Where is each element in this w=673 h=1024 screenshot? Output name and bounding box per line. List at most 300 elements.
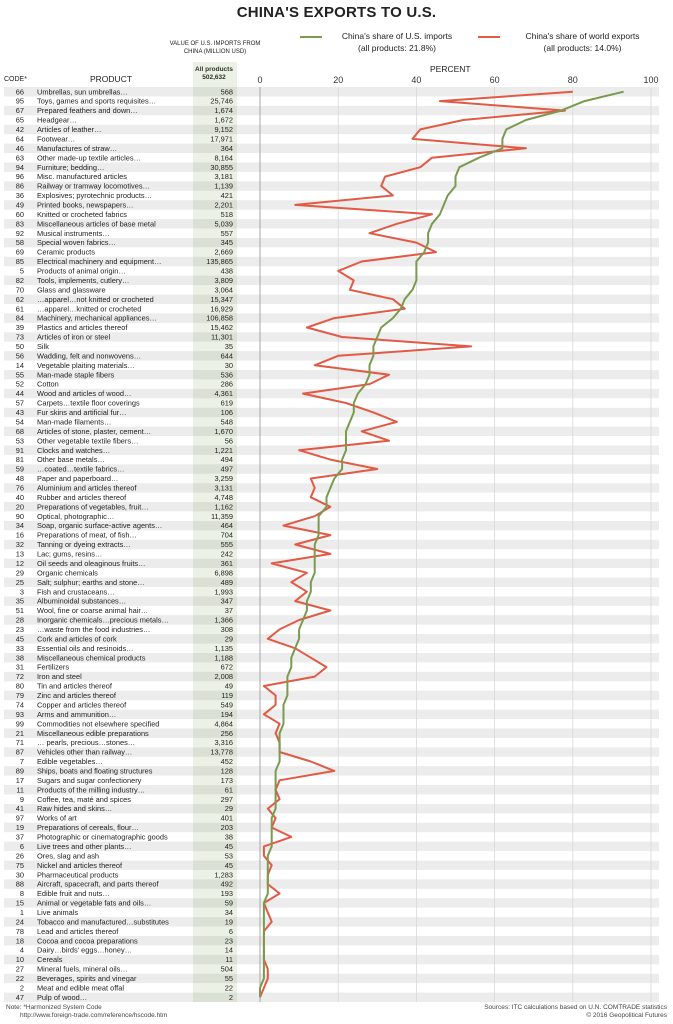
- row-value: 173: [220, 775, 233, 785]
- row-value: 672: [220, 662, 233, 672]
- row-product: Works of art: [37, 813, 77, 823]
- row-product: Man-made filaments…: [37, 417, 112, 427]
- row-value: 2,201: [214, 200, 233, 210]
- row-value: 256: [220, 728, 233, 738]
- row-code: 67: [15, 106, 24, 116]
- row-value: 489: [220, 577, 233, 587]
- row-product: Prepared feathers and down…: [37, 106, 138, 116]
- row-code: 33: [15, 643, 24, 653]
- row-code: 85: [15, 257, 24, 267]
- row-product: Ships, boats and floating structures: [37, 766, 153, 776]
- row-value: 45: [224, 860, 233, 870]
- row-code: 26: [15, 851, 24, 861]
- row-value: 16,929: [210, 304, 233, 314]
- row-value: 25,746: [210, 96, 233, 106]
- row-product: Wadding, felt and nonwovens…: [37, 351, 142, 361]
- row-product: Cotton: [37, 379, 59, 389]
- row-product: Aluminium and articles thereof: [37, 483, 137, 493]
- row-product: Articles of stone, plaster, cement…: [37, 426, 152, 436]
- row-value: 49: [224, 681, 233, 691]
- row-code: 6: [19, 841, 24, 851]
- row-band: [4, 125, 659, 134]
- row-value: 464: [220, 521, 233, 531]
- row-value: 1,221: [214, 445, 233, 455]
- row-code: 80: [15, 681, 24, 691]
- row-value: 1,283: [214, 870, 233, 880]
- row-code: 88: [15, 879, 24, 889]
- row-code: 55: [15, 370, 24, 380]
- row-product: … pearls, precious…stones…: [37, 738, 136, 748]
- row-product: …apparel…not knitted or crocheted: [37, 294, 154, 304]
- row-value: 128: [220, 766, 233, 776]
- copyright-text: © 2016 Geopolitical Futures: [586, 1012, 667, 1019]
- row-value: 19: [224, 917, 233, 927]
- row-product: Meat and edible meat offal: [37, 983, 124, 993]
- row-product: Footwear…: [37, 134, 76, 144]
- row-value: 194: [220, 709, 233, 719]
- legend-world-label: China's share of world exports: [525, 31, 640, 41]
- row-value: 1,674: [214, 106, 233, 116]
- row-product: Rubber and articles thereof: [37, 492, 127, 502]
- row-code: 86: [15, 181, 24, 191]
- legend-world-sub: (all products: 14.0%): [543, 43, 622, 53]
- row-code: 59: [15, 464, 24, 474]
- source-text: Sources: ITC calculations based on U.N. COMTRADE statistics: [484, 1004, 667, 1011]
- row-code: 7: [19, 757, 24, 767]
- row-code: 62: [15, 294, 24, 304]
- row-product: Tobacco and manufactured…substitutes: [37, 917, 169, 927]
- product-column-header: PRODUCT: [90, 74, 133, 84]
- row-code: 81: [15, 455, 24, 465]
- row-product: Explosives; pyrotechnic products…: [37, 191, 153, 201]
- row-value: 6,898: [214, 568, 233, 578]
- row-value: 15,462: [210, 323, 233, 333]
- row-code: 28: [15, 615, 24, 625]
- row-code: 23: [15, 624, 24, 634]
- row-product: Carpets…textile floor coverings: [37, 398, 140, 408]
- row-code: 31: [15, 662, 24, 672]
- row-code: 74: [15, 700, 24, 710]
- row-product: Optical, photographic…: [37, 511, 115, 521]
- row-code: 56: [15, 351, 24, 361]
- row-code: 12: [15, 558, 24, 568]
- row-product: Beverages, spirits and vinegar: [37, 974, 137, 984]
- row-product: Dairy…birds' eggs…honey…: [37, 945, 133, 955]
- row-product: Organic chemicals: [37, 568, 98, 578]
- row-code: 89: [15, 766, 24, 776]
- row-band: [4, 672, 659, 681]
- value-column-header: VALUE OF U.S. IMPORTS FROM CHINA (MILLION USD): [169, 41, 261, 55]
- row-code: 58: [15, 238, 24, 248]
- chart-title: CHINA'S EXPORTS TO U.S.: [236, 4, 437, 21]
- row-code: 9: [19, 794, 24, 804]
- row-product: Fur skins and artificial fur…: [37, 408, 127, 418]
- row-value: 14: [224, 945, 233, 955]
- row-product: Headgear…: [37, 115, 77, 125]
- row-value: 2,008: [214, 672, 233, 682]
- row-code: 30: [15, 870, 24, 880]
- row-product: Essential oils and resinoids…: [37, 643, 134, 653]
- row-value: 11,359: [210, 511, 233, 521]
- row-value: 497: [220, 464, 233, 474]
- row-value: 242: [220, 549, 233, 559]
- row-code: 61: [15, 304, 24, 314]
- row-value: 1,188: [214, 653, 233, 663]
- row-code: 21: [15, 728, 24, 738]
- row-product: Fish and crustaceans…: [37, 587, 115, 597]
- row-code: 42: [15, 125, 24, 135]
- row-product: Silk: [37, 342, 49, 352]
- row-code: 84: [15, 313, 24, 323]
- row-product: Vehicles other than railway…: [37, 747, 133, 757]
- row-value: 11,301: [210, 332, 233, 342]
- row-code: 22: [15, 974, 24, 984]
- row-value: 548: [220, 417, 233, 427]
- row-product: Ores, slag and ash: [37, 851, 100, 861]
- row-product: Soap, organic surface-active agents…: [37, 521, 163, 531]
- row-code: 44: [15, 389, 24, 399]
- row-product: Preparations of meat, of fish…: [37, 530, 137, 540]
- row-product: Lead and articles thereof: [37, 926, 119, 936]
- row-code: 20: [15, 502, 24, 512]
- row-value: 13,778: [210, 747, 233, 757]
- row-product: Animal or vegetable fats and oils…: [37, 898, 152, 908]
- row-value: 494: [220, 455, 233, 465]
- row-value: 644: [220, 351, 233, 361]
- row-code: 91: [15, 445, 24, 455]
- row-code: 14: [15, 360, 24, 370]
- row-product: Live animals: [37, 907, 79, 917]
- row-product: Products of animal origin…: [37, 266, 126, 276]
- row-value: 106: [220, 408, 233, 418]
- row-value: 1,135: [214, 643, 233, 653]
- row-product: Commodities not elsewhere specified: [37, 719, 160, 729]
- row-product: Mineral fuels, mineral oils…: [37, 964, 128, 974]
- row-product: Preparations of cereals, flour…: [37, 823, 139, 833]
- row-value: 549: [220, 700, 233, 710]
- row-value: 504: [220, 964, 233, 974]
- row-value: 345: [220, 238, 233, 248]
- row-value: 297: [220, 794, 233, 804]
- row-code: 82: [15, 275, 24, 285]
- row-code: 43: [15, 408, 24, 418]
- row-product: Fertilizers: [37, 662, 70, 672]
- legend-us-label: China's share of U.S. imports: [341, 31, 453, 41]
- row-product: Nickel and articles thereof: [37, 860, 123, 870]
- row-product: Pharmaceutical products: [37, 870, 119, 880]
- row-code: 5: [19, 266, 24, 276]
- x-axis-label: PERCENT: [430, 64, 471, 74]
- row-value: 56: [224, 436, 233, 446]
- row-product: Musical instruments…: [37, 228, 110, 238]
- row-code: 51: [15, 606, 24, 616]
- row-value: 59: [224, 898, 233, 908]
- row-value: 3,064: [214, 285, 233, 295]
- row-value: 1,162: [214, 502, 233, 512]
- row-band: [4, 955, 659, 964]
- row-value: 61: [224, 785, 233, 795]
- row-code: 19: [15, 823, 24, 833]
- row-code: 64: [15, 134, 24, 144]
- row-code: 73: [15, 332, 24, 342]
- row-code: 50: [15, 342, 24, 352]
- row-code: 3: [19, 587, 24, 597]
- row-product: Glass and glassware: [37, 285, 106, 295]
- row-product: Copper and articles thereof: [37, 700, 127, 710]
- row-code: 90: [15, 511, 24, 521]
- row-value: 452: [220, 757, 233, 767]
- row-code: 99: [15, 719, 24, 729]
- row-value: 37: [224, 606, 233, 616]
- row-value: 55: [224, 974, 233, 984]
- row-code: 27: [15, 964, 24, 974]
- footnote-note: Note: *Harmonized System Code: [6, 1004, 102, 1011]
- row-product: Albuminoidal substances…: [37, 596, 127, 606]
- row-code: 18: [15, 936, 24, 946]
- row-code: 46: [15, 143, 24, 153]
- row-code: 41: [15, 804, 24, 814]
- row-product: Aircraft, spacecraft, and parts thereof: [37, 879, 159, 889]
- row-code: 54: [15, 417, 24, 427]
- row-code: 70: [15, 285, 24, 295]
- row-product: Printed books, newspapers…: [37, 200, 134, 210]
- row-value: 29: [224, 634, 233, 644]
- row-product: Coffee, tea, maté and spices: [37, 794, 131, 804]
- row-value: 3,809: [214, 275, 233, 285]
- row-product: Other vegetable textile fibers…: [37, 436, 139, 446]
- row-value: 308: [220, 624, 233, 634]
- row-code: 71: [15, 738, 24, 748]
- x-tick-label: 100: [643, 75, 659, 85]
- row-value: 401: [220, 813, 233, 823]
- x-tick-label: 0: [257, 75, 263, 85]
- row-value: 4,864: [214, 719, 233, 729]
- all-products-label: All products: [195, 66, 233, 73]
- row-code: 79: [15, 691, 24, 701]
- row-value: 3,316: [214, 738, 233, 748]
- row-product: Manufactures of straw…: [37, 143, 118, 153]
- row-product: Products of the milling industry…: [37, 785, 146, 795]
- row-value: 106,858: [206, 313, 233, 323]
- row-value: 53: [224, 851, 233, 861]
- row-value: 30,855: [210, 162, 233, 172]
- row-value: 2: [228, 992, 233, 1002]
- row-product: Photographic or cinematographic goods: [37, 832, 168, 842]
- row-code: 76: [15, 483, 24, 493]
- row-product: Paper and paperboard…: [37, 474, 119, 484]
- row-value: 1,993: [214, 587, 233, 597]
- row-code: 78: [15, 926, 24, 936]
- row-value: 1,366: [214, 615, 233, 625]
- row-code: 95: [15, 96, 24, 106]
- row-code: 53: [15, 436, 24, 446]
- row-product: Miscellaneous edible preparations: [37, 728, 149, 738]
- row-code: 10: [15, 955, 24, 965]
- row-value: 4,361: [214, 389, 233, 399]
- row-product: Railway or tramway locomotives…: [37, 181, 150, 191]
- row-value: 492: [220, 879, 233, 889]
- row-value: 8,164: [214, 153, 233, 163]
- row-code: 39: [15, 323, 24, 333]
- row-value: 11: [225, 955, 233, 965]
- row-product: Edible fruit and nuts…: [37, 889, 110, 899]
- row-value: 347: [220, 596, 233, 606]
- row-product: Toys, games and sports requisites…: [37, 96, 157, 106]
- row-code: 1: [19, 907, 24, 917]
- x-tick-label: 40: [411, 75, 422, 85]
- row-product: …coated…textile fabrics…: [37, 464, 125, 474]
- row-value: 193: [220, 889, 233, 899]
- row-code: 29: [15, 568, 24, 578]
- row-product: Miscellaneous chemical products: [37, 653, 146, 663]
- row-code: 68: [15, 426, 24, 436]
- row-code: 52: [15, 379, 24, 389]
- row-value: 135,865: [206, 257, 233, 267]
- row-product: Other base metals…: [37, 455, 105, 465]
- row-value: 3,181: [214, 172, 233, 182]
- row-code: 92: [15, 228, 24, 238]
- row-value: 555: [220, 540, 233, 550]
- row-value: 619: [220, 398, 233, 408]
- row-product: Electrical machinery and equipment…: [37, 257, 162, 267]
- row-product: Tanning or dyeing extracts…: [37, 540, 131, 550]
- row-product: Furniture; bedding…: [37, 162, 105, 172]
- row-product: Wood and articles of wood…: [37, 389, 132, 399]
- code-column-header: CODE*: [4, 76, 27, 83]
- row-code: 17: [15, 775, 24, 785]
- row-product: Zinc and articles thereof: [37, 691, 116, 701]
- row-value: 568: [220, 87, 233, 97]
- row-code: 97: [15, 813, 24, 823]
- row-product: Other made-up textile articles…: [37, 153, 141, 163]
- row-product: Ceramic products: [37, 247, 95, 257]
- row-value: 203: [220, 823, 233, 833]
- row-code: 25: [15, 577, 24, 587]
- row-value: 119: [221, 691, 233, 701]
- row-code: 16: [15, 530, 24, 540]
- row-value: 364: [220, 143, 233, 153]
- row-code: 36: [15, 191, 24, 201]
- row-product: Vegetable plaiting materials…: [37, 360, 135, 370]
- row-value: 29: [224, 804, 233, 814]
- row-product: Cereals: [37, 955, 63, 965]
- row-product: Knitted or crocheted fabrics: [37, 209, 127, 219]
- row-value: 2,669: [214, 247, 233, 257]
- row-value: 3,259: [214, 474, 233, 484]
- row-code: 94: [15, 162, 24, 172]
- row-code: 49: [15, 200, 24, 210]
- row-code: 13: [15, 549, 24, 559]
- row-value: 1,139: [214, 181, 233, 191]
- all-products-value: 502,632: [202, 73, 226, 81]
- row-code: 35: [15, 596, 24, 606]
- row-product: Cocoa and cocoa preparations: [37, 936, 138, 946]
- row-product: …waste from the food industries…: [37, 624, 151, 634]
- row-code: 96: [15, 172, 24, 182]
- row-product: Special woven fabrics…: [37, 238, 116, 248]
- row-product: Tools, implements, cutlery…: [37, 275, 130, 285]
- row-code: 57: [15, 398, 24, 408]
- row-value: 17,971: [210, 134, 233, 144]
- row-code: 69: [15, 247, 24, 257]
- row-product: Misc. manufactured articles: [37, 172, 127, 182]
- row-code: 24: [15, 917, 24, 927]
- row-value: 6: [228, 926, 233, 936]
- row-code: 4: [19, 945, 24, 955]
- row-code: 37: [15, 832, 24, 842]
- row-product: Plastics and articles thereof: [37, 323, 128, 333]
- row-code: 66: [15, 87, 24, 97]
- row-code: 60: [15, 209, 24, 219]
- row-value: 22: [224, 983, 233, 993]
- row-value: 421: [220, 191, 233, 201]
- row-product: Umbrellas, sun umbrellas…: [37, 87, 128, 97]
- row-value: 704: [220, 530, 233, 540]
- row-product: Articles of leather…: [37, 125, 102, 135]
- row-value: 45: [224, 841, 233, 851]
- row-value: 361: [220, 558, 233, 568]
- row-value: 286: [220, 379, 233, 389]
- row-product: Cork and articles of cork: [37, 634, 117, 644]
- row-product: Preparations of vegetables, fruit…: [37, 502, 149, 512]
- row-code: 87: [15, 747, 24, 757]
- row-code: 15: [15, 898, 24, 908]
- row-product: Machinery, mechanical appliances…: [37, 313, 157, 323]
- row-product: Articles of iron or steel: [37, 332, 111, 342]
- row-product: Iron and steel: [37, 672, 82, 682]
- row-code: 63: [15, 153, 24, 163]
- row-code: 34: [15, 521, 24, 531]
- row-product: Pulp of wood…: [37, 992, 88, 1002]
- row-code: 72: [15, 672, 24, 682]
- row-product: Miscellaneous articles of base metal: [37, 219, 156, 229]
- row-value: 1,672: [214, 115, 233, 125]
- row-value: 1,670: [214, 426, 233, 436]
- row-value: 3,131: [214, 483, 233, 493]
- row-code: 93: [15, 709, 24, 719]
- x-tick-label: 20: [333, 75, 344, 85]
- row-value: 23: [224, 936, 233, 946]
- legend-us-sub: (all products: 21.8%): [358, 43, 436, 53]
- row-value: 9,152: [214, 125, 233, 135]
- row-product: …apparel…knitted or crocheted: [37, 304, 142, 314]
- row-product: Salt; sulphur; earths and stone…: [37, 577, 145, 587]
- row-product: Tin and articles thereof: [37, 681, 112, 691]
- row-value: 15,347: [210, 294, 233, 304]
- row-code: 45: [15, 634, 24, 644]
- footnote-url: http://www.foreign-trade.com/reference/hscode.htm: [20, 1012, 168, 1019]
- row-value: 438: [220, 266, 233, 276]
- row-value: 35: [224, 342, 233, 352]
- row-code: 11: [16, 785, 24, 795]
- row-value: 38: [224, 832, 233, 842]
- row-code: 65: [15, 115, 24, 125]
- row-value: 536: [220, 370, 233, 380]
- row-code: 47: [15, 992, 24, 1002]
- row-product: Inorganic chemicals…precious metals…: [37, 615, 169, 625]
- row-product: Lac; gums, resins…: [37, 549, 103, 559]
- x-tick-label: 80: [567, 75, 578, 85]
- row-value: 4,748: [214, 492, 233, 502]
- row-product: Man-made staple fibers: [37, 370, 115, 380]
- row-product: Raw hides and skins…: [37, 804, 113, 814]
- row-code: 2: [19, 983, 24, 993]
- row-product: Arms and ammunition…: [37, 709, 117, 719]
- row-band: [4, 993, 659, 1002]
- row-value: 34: [224, 907, 233, 917]
- row-code: 38: [15, 653, 24, 663]
- row-value: 30: [224, 360, 233, 370]
